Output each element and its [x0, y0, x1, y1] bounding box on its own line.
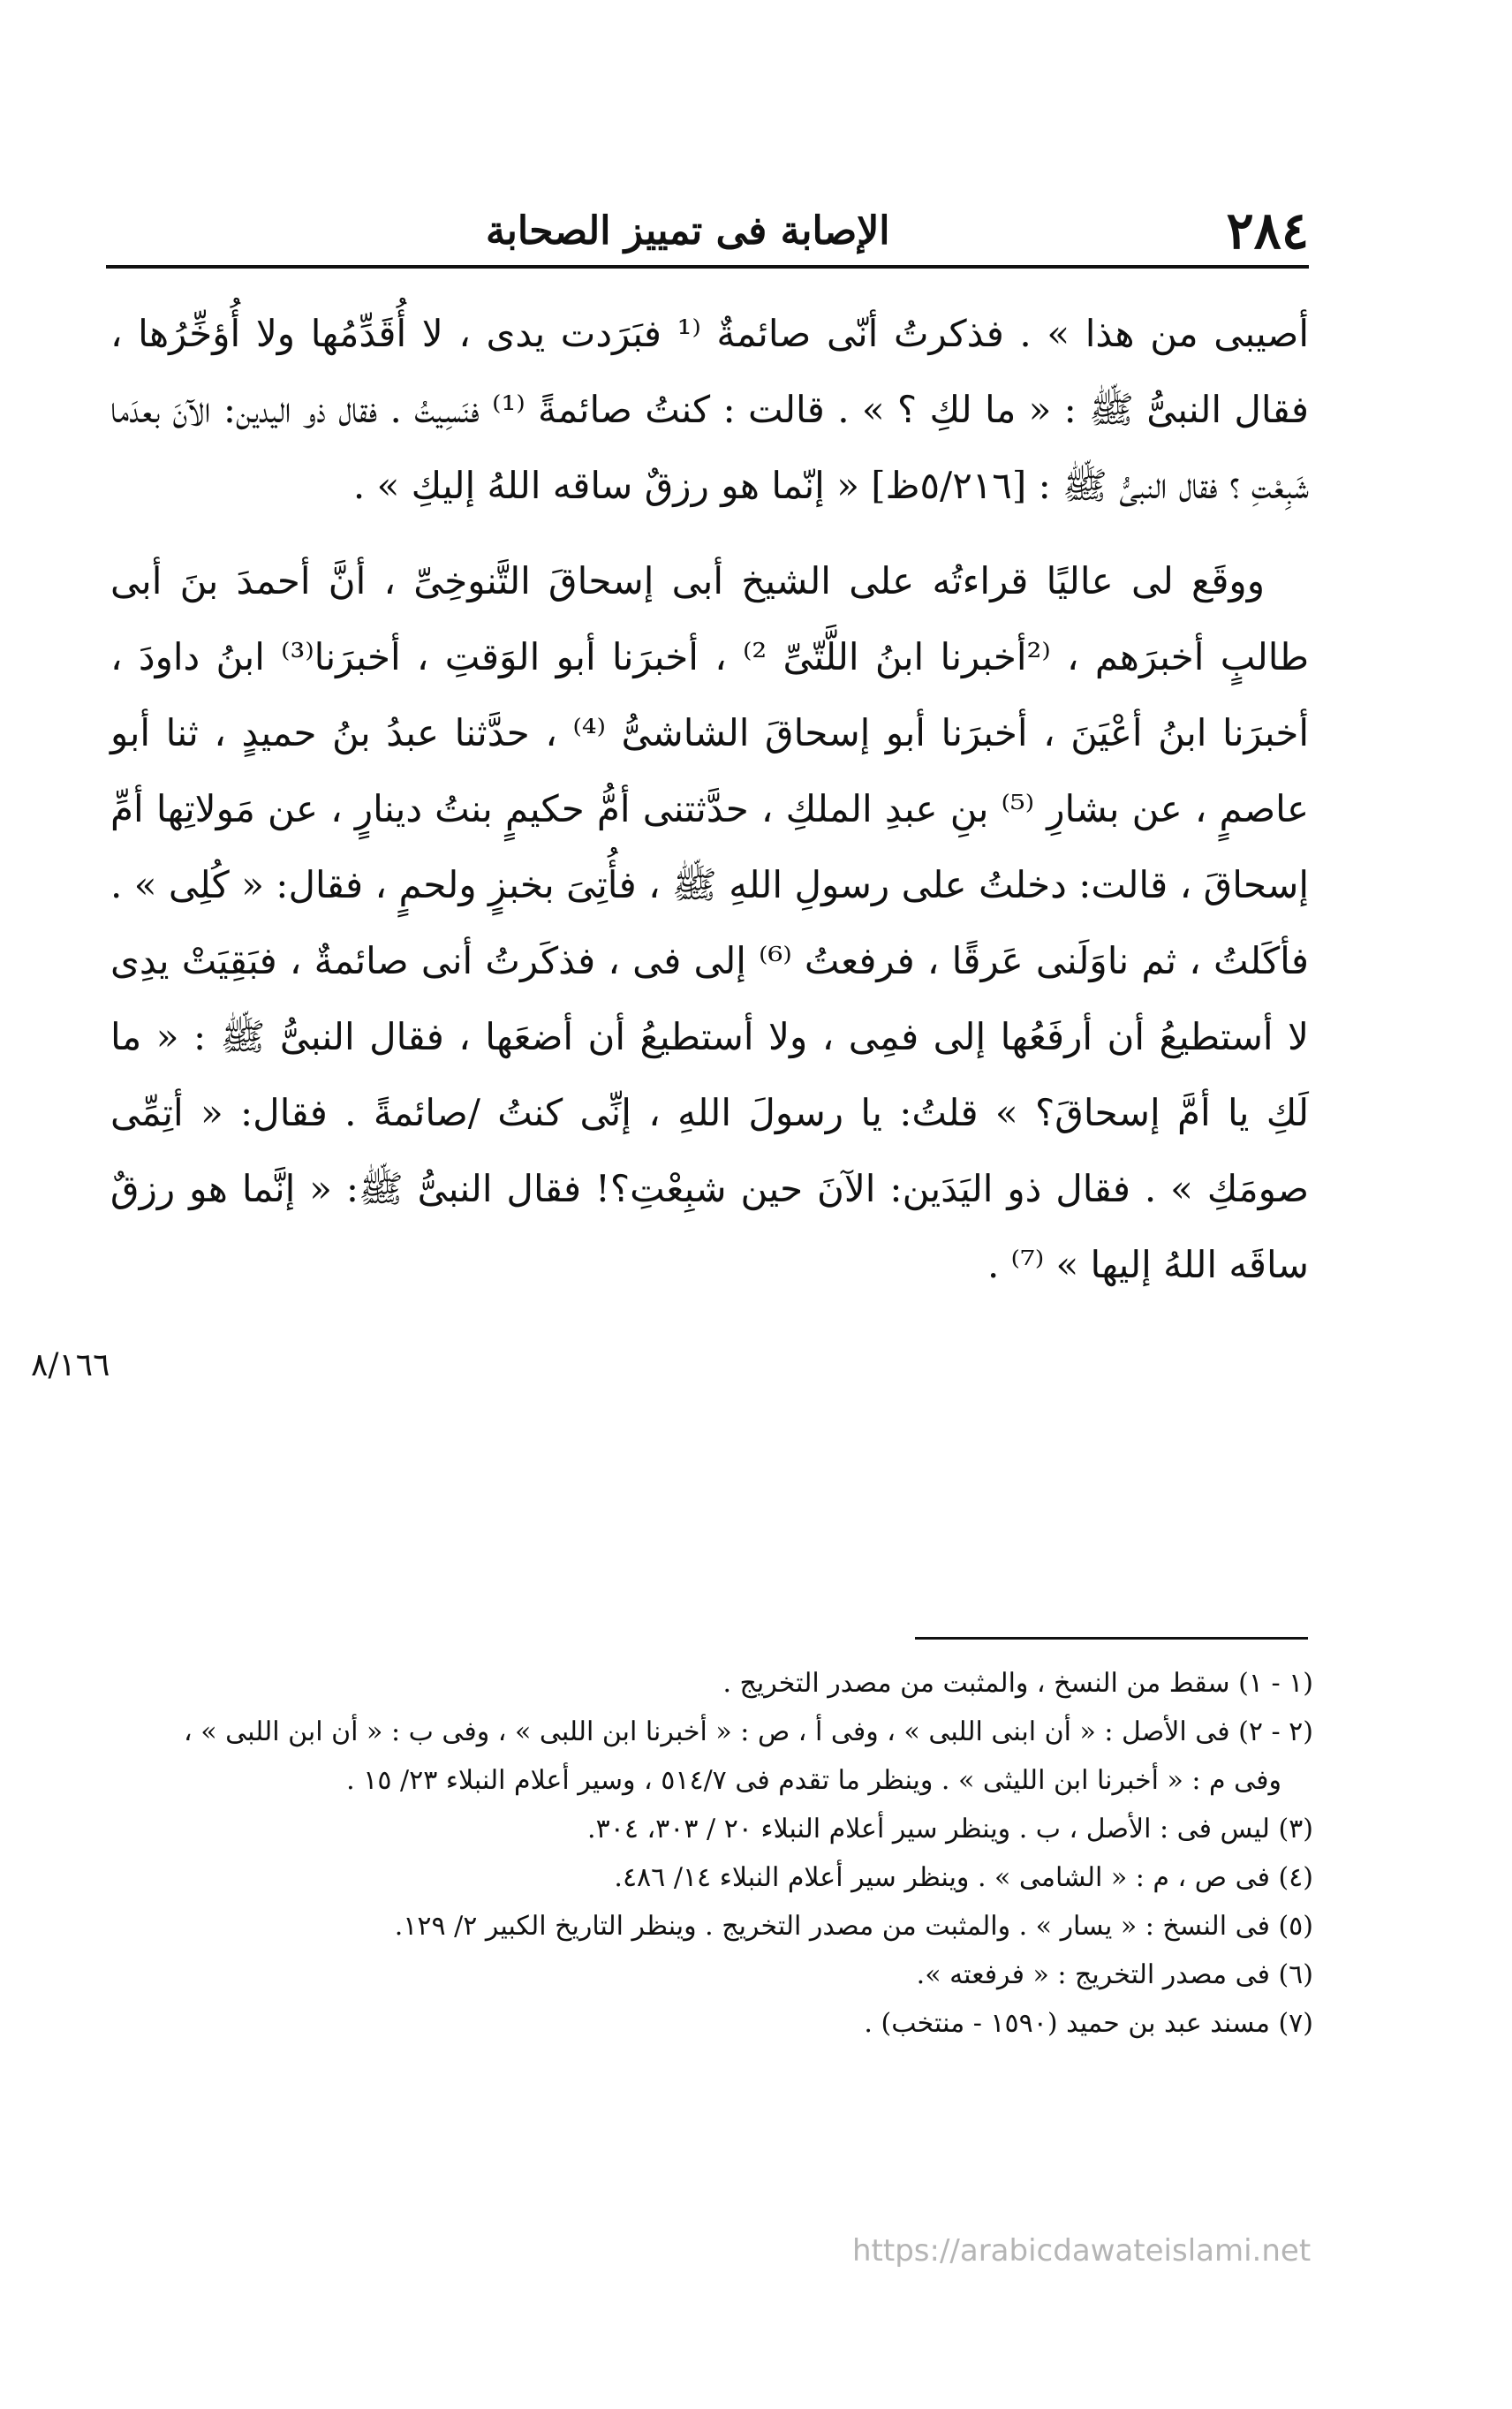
footnote-2: (٢ - ٢) فى الأصل : « أن ابنى اللبى » ، وفى أ ، ص : « أخبرنا ابن اللبى » ، وفى ب : « أن ابن اللبى » ،	[183, 1716, 1313, 1747]
watermark-url: https://arabicdawateislami.net	[852, 2233, 1312, 2269]
margin-page-reference: ٨/١٦٦	[31, 1347, 110, 1383]
footnote-rule	[915, 1637, 1308, 1640]
footnote-7: (٧) مسند عبد بن حميد (١٥٩٠ - منتخب) .	[864, 2008, 1313, 2039]
paragraph-1: أصيبى من هذا » . فذكرتُ أنّى صائمةٌ ⁽¹ فبَرَدت يدى ، لا أُقَدِّمُها ولا أُؤخِّرُها ، فقال النبىُّ ﷺ : « ما لكِ ؟ » . قالت : كنتُ صائمةً ⁽¹⁾ فنَسِيتُ . فقال ذو اليدين: الآنَ بعدَما شَبِعْتِ ؟ فقال النبىُّ ﷺ : [٥/٢١٦ظ] « إنّما هو رزقٌ ساقه اللهُ إليكِ » .	[110, 312, 1309, 507]
footnote-2-continued: وفى م : « أخبرنا ابن الليثى » . وينظر ما تقدم فى ٥١٤/٧ ، وسير أعلام النبلاء ٢٣/ ١٥ .	[346, 1765, 1281, 1796]
paragraph-2: ووقَع لى عاليًا قراءتُه على الشيخ أبى إسحاقَ التَّنوخِىِّ ، أنَّ أحمدَ بنَ أبى طالبٍ أخبرَهم ، ⁽²أخبرنا ابنُ اللَّتّىِّ ²⁾ ، أخبرَنا أبو الوَقتِ ، أخبرَنا⁽³⁾ ابنُ داودَ ، أخبرَنا ابنُ أعْيَنَ ، أخبرَنا أبو إسحاقَ الشاشىُّ ⁽⁴⁾ ، حدَّثنا عبدُ بنُ حميدٍ ، ثنا أبو عاصمٍ ، عن بشارِ ⁽⁵⁾ بنِ عبدِ الملكِ ، حدَّثتنى أمُّ حكيمٍ بنتُ دينارٍ ، عن مَولاتِها أمِّ إسحاقَ ، قالت: دخلتُ على رسولِ اللهِ ﷺ ، فأُتِىَ بخبزٍ ولحمٍ ، فقال: « كُلِى » . فأكَلتُ ، ثم ناوَلَنى عَرقًا ، فرفعتُ ⁽⁶⁾ إلى فى ، فذكَرتُ أنى صائمةٌ ، فبَقِيَتْ يدِى لا أستطيعُ أن أرفَعُها إلى فمِى ، ولا أستطيعُ أن أضعَها ، فقال النبىُّ ﷺ : « ما لَكِ يا أمَّ إسحاقَ؟ » قلتُ: يا رسولَ اللهِ ، إنِّى كنتُ /صائمةً . فقال: « أتِمِّى صومَكِ » . فقال ذو اليَدَين: الآنَ حين شبِعْتِ؟! فقال النبىُّ ﷺ: « إنَّما هو رزقٌ ساقَه اللهُ إليها » ⁽⁷⁾ .	[110, 559, 1310, 1286]
footnote-5: (٥) فى النسخ : « يسار » . والمثبت من مصدر التخريج . وينظر التاريخ الكبير ٢/ ١٢٩.	[394, 1911, 1313, 1942]
page-number: ٢٨٤	[1226, 201, 1309, 261]
main-text	[110, 296, 1309, 1303]
page-header	[106, 168, 1309, 261]
footnote-1: (١ - ١) سقط من النسخ ، والمثبت من مصدر التخريج .	[722, 1668, 1313, 1699]
footnote-4: (٤) فى ص ، م : « الشامى » . وينظر سير أعلام النبلاء ١٤/ ٤٨٦.	[614, 1862, 1313, 1893]
footnotes	[119, 1659, 1313, 2048]
footnote-3: (٣) ليس فى : الأصل ، ب . وينظر سير أعلام النبلاء ٢٠ / ٣٠٣، ٣٠٤.	[587, 1814, 1313, 1845]
running-title: الإصابة فى تمييز الصحابة	[486, 208, 890, 254]
footnote-6: (٦) فى مصدر التخريج : « فرفعته ».	[916, 1959, 1313, 1990]
header-rule	[106, 265, 1309, 269]
